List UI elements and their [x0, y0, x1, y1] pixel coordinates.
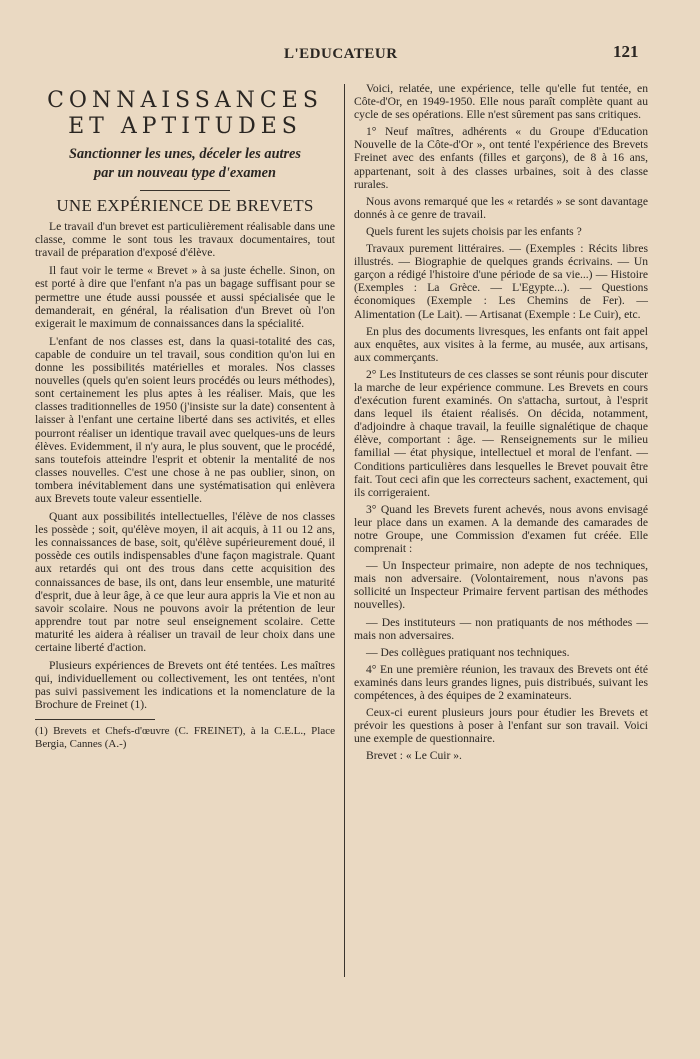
page-number: 121 [613, 42, 639, 61]
left-paragraph: Il faut voir le terme « Brevet » à sa juste échelle. Sinon, on est porté à dire que l'enfant n'a pas un bagage suffisant pour se permettre une étude aussi poussée et aussi spécialisée que le demanderait, en général, la réalisation d'un Brevet où l'on exigerait le maximum de connaissances dans la spécialité. [35, 264, 335, 330]
right-paragraph: 4° En une première réunion, les travaux des Brevets ont été examinés dans leurs grandes lignes, puis distribués, suivant les compétences, à des équipes de 2 examinateurs. [354, 662, 648, 703]
left-paragraph: Plusieurs expériences de Brevets ont été tentées. Les maîtres qui, individuellement ou collectivement, les ont tentées, n'ont pas suivi passivement les indications et la nomenclature de la Brochure de Freinet (1). [35, 659, 335, 712]
right-paragraph: Travaux purement littéraires. — (Exemples : Récits libres illustrés. — Biographie de quelques grands écrivains. — Un garçon a rédigé l'histoire d'une période de sa vie...) — Histoire (Exemples : La Grèce. — L'Egypte...). — Questions économiques (Exemple : Les Chemins de Fer). — Alimentation (Le Lait). — Artisanat (Exemple : Le Cuir), etc. [354, 242, 648, 321]
right-paragraph: — Des collègues pratiquant nos techniques. [366, 645, 570, 659]
left-paragraph: Quant aux possibilités intellectuelles, l'élève de nos classes les possède ; soit, qu'élève moyen, il ait acquis, à 11 ou 12 ans, les connaissances de base, soit, qu'élève supérieurement doué, il possède ces outils indispensables d'une façon magistrale. Quant aux retardés qui ont des trous dans cette acquisition des connaissances de base, ils ont, dans leur ensemble, une maturité d'esprit, due à leur âge, à ce que leur aura appris la Vie et non au savoir scolaire. Nous ne pouvons avoir la prétention de leur apprendre tout par notre seul enseignement scolaire. Cette maturité les aidera à réaliser un travail de leur choix dans une certaine liberté d'action. [35, 510, 335, 654]
journal-title: L'EDUCATEUR [284, 46, 398, 62]
article-subtitle [35, 145, 335, 183]
right-paragraph: En plus des documents livresques, les enfants ont fait appel aux enquêtes, aux visites à la ferme, au musée, aux artisans, aux commerçants. [354, 324, 648, 364]
right-paragraph: — Un Inspecteur primaire, non adepte de nos techniques, mais non adversaire. (Volontairement, nous n'avons pas sollicité un Inspecteur Primaire fervent partisan des méthodes nouvelles). [354, 559, 648, 612]
page-header [0, 42, 700, 66]
footnote-divider [35, 719, 155, 720]
article-title-line2: ET APTITUDES [68, 114, 302, 139]
right-paragraph: 2° Les Instituteurs de ces classes se sont réunis pour discuter la marche de leur expérience commune. Les Brevets en cours d'exécution furent examinés. On s'attacha, surtout, à l'esprit dans lequel ils étaient réalisés. On décida, notamment, d'adjoindre à chaque travail, la feuille signalétique de chaque élève, comportant : âge. — Renseignements sur le milieu familial — état physique, intellectuel et moral de l'enfant. — Conditions particulières dans lesquelles le Brevet pouvait être fait. Tout ceci afin que les correcteurs sachent, exactement, qui ils corrigeraient. [354, 367, 648, 499]
right-paragraph: Quels furent les sujets choisis par les enfants ? [366, 224, 582, 238]
section-title: UNE EXPÉRIENCE DE BREVETS [56, 196, 314, 215]
right-column [354, 82, 648, 767]
right-paragraph: 1° Neuf maîtres, adhérents « du Groupe d'Education Nouvelle de la Côte-d'Or », ont tenté l'expérience des Brevets Freinet avec des enfants (filles et garçons), de 8 à 16 ans, appartenant, soit à des classes urbaines, soit à des classe rurales. [354, 125, 648, 191]
right-paragraph: Voici, relatée, une expérience, telle qu'elle fut tentée, en Côte-d'Or, en 1949-1950. Elle nous paraît complète quant au cycle de ses opérations. Elle n'est sûrement pas sans critiques. [354, 82, 648, 122]
left-paragraph: Le travail d'un brevet est particulièrement réalisable dans une classe, comme le sont tous les travaux documentaires, tout travail de préparation d'exposé d'élève. [35, 220, 335, 260]
left-column [35, 82, 335, 756]
right-paragraph: Ceux-ci eurent plusieurs jours pour étudier les Brevets et prévoir les questions à poser à l'enfant sur son travail. Voici une exemple de questionnaire. [354, 706, 648, 746]
right-paragraph: 3° Quand les Brevets furent achevés, nous avons envisagé leur place dans un examen. A la demande des camarades de notre Groupe, une Commission d'examen fut créée. Elle comprenait : [354, 502, 648, 556]
title-divider [140, 190, 230, 191]
footnote: (1) Brevets et Chefs-d'œuvre (C. FREINET), à la C.E.L., Place Bergia, Cannes (A.-) [35, 725, 335, 751]
column-divider [344, 84, 345, 977]
article-title-line1: CONNAISSANCES [47, 88, 323, 113]
left-paragraph: L'enfant de nos classes est, dans la quasi-totalité des cas, capable de conduire un tel travail, sous condition qu'on lui en donne les possibilités matérielles et morales. Nos classes nouvelles (quels qu'en soient leurs procédés ou leurs méthodes), sont certainement les plus aptes à les réaliser. Mais, que les classes traditionnelles de 1950 (j'insiste sur la date) consentent à laisser à l'enfant une certaine liberté dans ses activités, et elles pourront réaliser un identique travail avec quelques-uns de leurs élèves. Evidemment, il n'y aura, le plus souvent, que le procédé, sans toutefois atteindre l'esprit et obtenir la mentalité de nos classes nouvelles. C'est une chose à ne pas oublier, sinon, on tombera inévitablement dans une systématisation qui enlèvera aux Brevets toute valeur essentielle. [35, 334, 335, 505]
right-paragraph: Nous avons remarqué que les « retardés » se sont davantage donnés à ce genre de travail. [354, 194, 648, 221]
right-paragraph: — Des instituteurs — non pratiquants de nos méthodes — mais non adversaires. [354, 615, 648, 642]
subtitle-line2: par un nouveau type d'examen [94, 165, 276, 181]
right-paragraph: Brevet : « Le Cuir ». [366, 749, 462, 763]
subtitle-line1: Sanctionner les unes, déceler les autres [69, 146, 301, 162]
